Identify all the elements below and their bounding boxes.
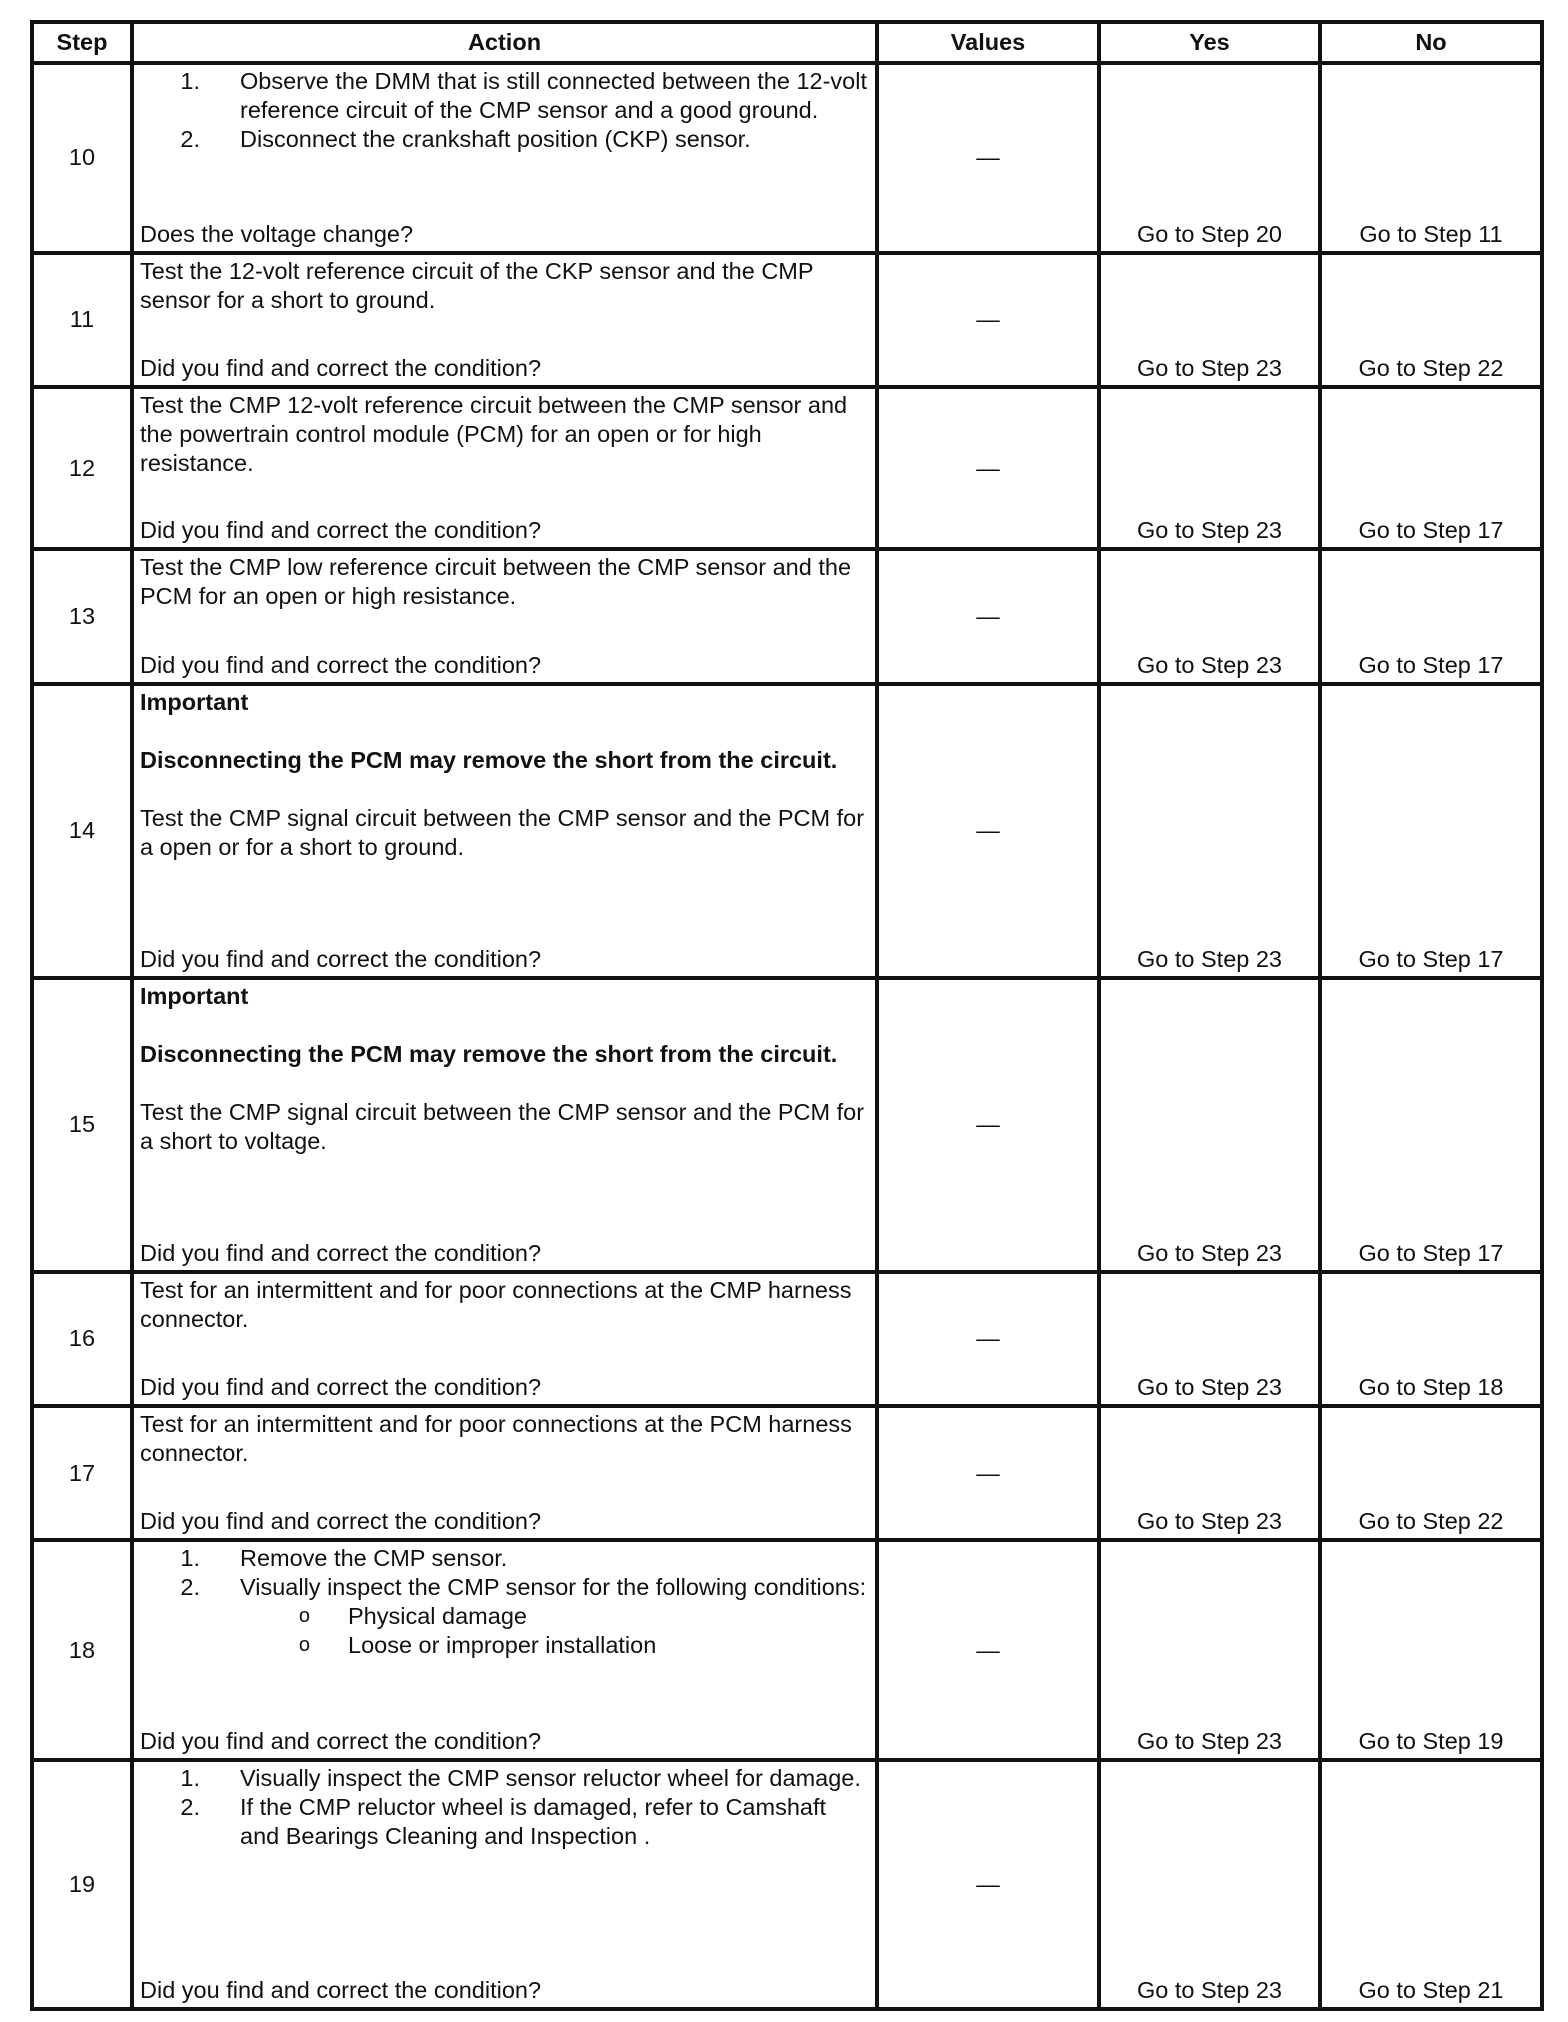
values-cell: — [877, 63, 1099, 253]
action-cell [132, 1406, 877, 1540]
yes-link[interactable]: Go to Step 23 [1099, 978, 1320, 1272]
important-label: Important [140, 982, 249, 1009]
no-link[interactable]: Go to Step 11 [1320, 63, 1542, 253]
action-cell [132, 1540, 877, 1760]
table-row [32, 978, 1542, 1272]
yes-link[interactable]: Go to Step 20 [1099, 63, 1320, 253]
action-cell [132, 63, 877, 253]
step-number: 18 [32, 1540, 132, 1760]
list-item: 2. Disconnect the crankshaft position (CKP) sensor. [180, 126, 751, 152]
yes-link[interactable]: Go to Step 23 [1099, 684, 1320, 978]
action-list [140, 1764, 869, 1851]
list-item: 2. If the CMP reluctor wheel is damaged, refer to Camshaft and Bearings Cleaning and Inspection . [180, 1794, 827, 1850]
no-link[interactable]: Go to Step 17 [1320, 549, 1542, 683]
action-cell [132, 549, 877, 683]
action-text: Test the CMP signal circuit between the CMP sensor and the PCM for a short to voltage. [140, 1098, 865, 1154]
step-number: 19 [32, 1760, 132, 2009]
yes-link[interactable]: Go to Step 23 [1099, 387, 1320, 549]
question: Did you find and correct the condition? [140, 1508, 542, 1535]
header-values: Values [877, 22, 1099, 63]
yes-link[interactable]: Go to Step 23 [1099, 1760, 1320, 2009]
important-note: Disconnecting the PCM may remove the short from the circuit. [140, 746, 838, 773]
table-row [32, 63, 1542, 253]
step-number: 15 [32, 978, 132, 1272]
table-row [32, 1540, 1542, 1760]
diagnostic-table [30, 20, 1544, 2011]
action-text: Test the CMP 12-volt reference circuit between the CMP sensor and the powertrain control module (PCM) for an open or for high resistance. [140, 392, 848, 477]
no-link[interactable]: Go to Step 17 [1320, 978, 1542, 1272]
action-text: Test the 12-volt reference circuit of the CKP sensor and the CMP sensor for a short to ground. [140, 257, 814, 313]
action-cell [132, 978, 877, 1272]
circle-bullet-icon: o [298, 1634, 310, 1657]
action-text: Test for an intermittent and for poor connections at the PCM harness connector. [140, 1410, 852, 1466]
table-row [32, 1406, 1542, 1540]
question: Did you find and correct the condition? [140, 1977, 542, 2003]
action-text: Test for an intermittent and for poor connections at the CMP harness connector. [140, 1276, 852, 1332]
values-cell: — [877, 1406, 1099, 1540]
action-cell [132, 387, 877, 549]
step-number: 11 [32, 253, 132, 387]
values-cell: — [877, 253, 1099, 387]
header-no: No [1320, 22, 1542, 63]
step-number: 13 [32, 549, 132, 683]
action-list [140, 67, 869, 154]
values-cell: — [877, 1540, 1099, 1760]
condition-list [140, 1602, 869, 1660]
no-link[interactable]: Go to Step 18 [1320, 1272, 1542, 1406]
yes-link[interactable]: Go to Step 23 [1099, 1272, 1320, 1406]
no-link[interactable]: Go to Step 17 [1320, 387, 1542, 549]
action-cell [132, 1760, 877, 2009]
values-cell: — [877, 1272, 1099, 1406]
list-item: o Loose or improper installation [140, 1631, 869, 1660]
header-step: Step [32, 22, 132, 63]
important-note: Disconnecting the PCM may remove the short from the circuit. [140, 1040, 838, 1067]
yes-link[interactable]: Go to Step 23 [1099, 1406, 1320, 1540]
header-yes: Yes [1099, 22, 1320, 63]
list-item: 1. Observe the DMM that is still connected between the 12-volt reference circuit of the CMP sensor and a good ground. [180, 68, 867, 123]
values-cell: — [877, 1760, 1099, 2009]
values-cell: — [877, 387, 1099, 549]
list-item: o Physical damage [140, 1602, 869, 1631]
action-text: Test the CMP signal circuit between the CMP sensor and the PCM for a open or for a short to ground. [140, 804, 865, 860]
action-cell [132, 253, 877, 387]
question: Did you find and correct the condition? [140, 517, 542, 544]
no-link[interactable]: Go to Step 22 [1320, 1406, 1542, 1540]
list-item: 2. Visually inspect the CMP sensor for the following conditions: [180, 1574, 867, 1601]
step-number: 14 [32, 684, 132, 978]
values-cell: — [877, 684, 1099, 978]
action-cell [132, 1272, 877, 1406]
no-link[interactable]: Go to Step 21 [1320, 1760, 1542, 2009]
step-number: 17 [32, 1406, 132, 1540]
step-number: 10 [32, 63, 132, 253]
list-item: 1. Visually inspect the CMP sensor reluctor wheel for damage. [180, 1765, 861, 1792]
important-label: Important [140, 688, 249, 715]
no-link[interactable]: Go to Step 19 [1320, 1540, 1542, 1760]
action-text: Test the CMP low reference circuit between the CMP sensor and the PCM for an open or high resistance. [140, 554, 852, 610]
table-row [32, 1760, 1542, 2009]
header-row [32, 22, 1542, 63]
values-cell: — [877, 978, 1099, 1272]
action-list [140, 1544, 869, 1602]
question: Does the voltage change? [140, 220, 414, 247]
question: Did you find and correct the condition? [140, 651, 542, 678]
list-item: 1. Remove the CMP sensor. [180, 1545, 508, 1572]
table-row [32, 549, 1542, 683]
table-row [32, 684, 1542, 978]
question: Did you find and correct the condition? [140, 355, 542, 382]
values-cell: — [877, 549, 1099, 683]
yes-link[interactable]: Go to Step 23 [1099, 253, 1320, 387]
action-cell [132, 684, 877, 978]
table-row [32, 1272, 1542, 1406]
question: Did you find and correct the condition? [140, 1728, 542, 1755]
yes-link[interactable]: Go to Step 23 [1099, 1540, 1320, 1760]
no-link[interactable]: Go to Step 17 [1320, 684, 1542, 978]
question: Did you find and correct the condition? [140, 945, 542, 972]
table-row [32, 253, 1542, 387]
question: Did you find and correct the condition? [140, 1373, 542, 1400]
circle-bullet-icon: o [298, 1605, 310, 1628]
header-action: Action [132, 22, 877, 63]
yes-link[interactable]: Go to Step 23 [1099, 549, 1320, 683]
no-link[interactable]: Go to Step 22 [1320, 253, 1542, 387]
question: Did you find and correct the condition? [140, 1239, 542, 1266]
step-number: 16 [32, 1272, 132, 1406]
step-number: 12 [32, 387, 132, 549]
table-row [32, 387, 1542, 549]
